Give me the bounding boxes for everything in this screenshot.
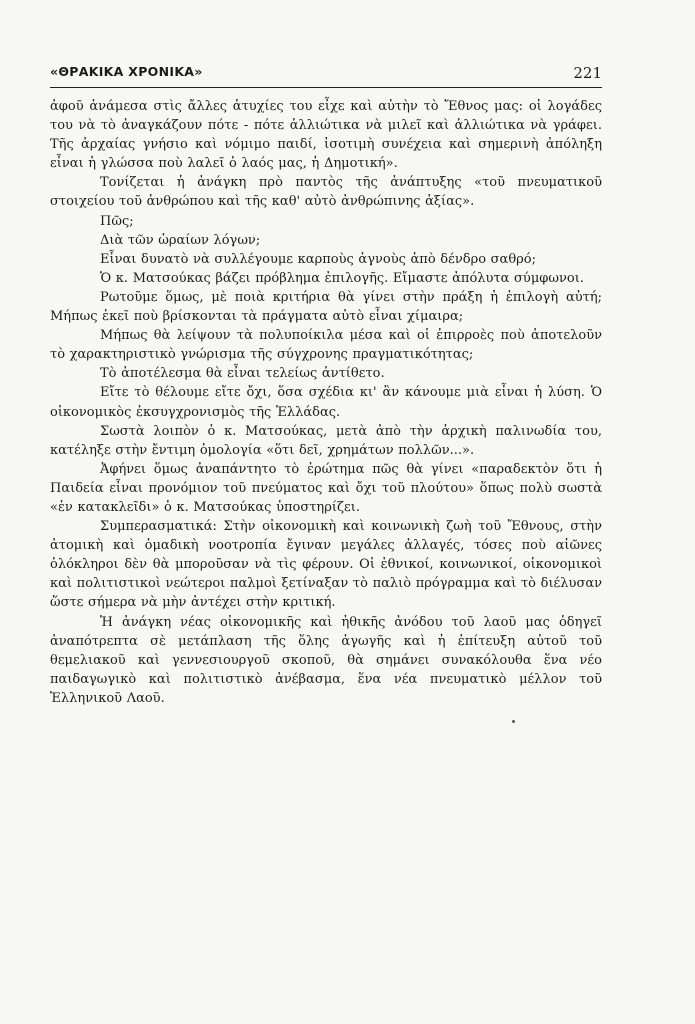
- paragraph: Ρωτοῦμε ὅμως, μὲ ποιὰ κριτήρια θὰ γίνει στὴν πράξη ἡ ἐπιλογὴ αὐτή; Μήπως ἐκεῖ ποὺ βρίσκονται τὰ πράγματα αὐτὸ εἶναι χίμαιρα;: [50, 289, 602, 325]
- paragraph: Μήπως θὰ λείψουν τὰ πολυποίκιλα μέσα καὶ οἱ ἐπιρροὲς ποὺ ἀποτελοῦν τὸ χαρακτηριστικὸ γνώρισμα τῆς σύγχρονης πραγματικότητας;: [50, 328, 602, 363]
- paragraph: Ἀφήνει ὅμως ἀναπάντητο τὸ ἐρώτημα πῶς θὰ γίνει «παραδεκτὸν ὅτι ἡ Παιδεία εἶναι προνόμιον τοῦ πνεύματος καὶ ὄχι τοῦ πλούτου» ὅπως πολὺ σωστὰ «ἐν κατακλεῖδι» ὁ κ. Ματσούκας ὑποστηρίζει.: [50, 461, 602, 515]
- paragraph: Τὸ ἀποτέλεσμα θὰ εἶναι τελείως ἀντίθετο.: [100, 366, 385, 382]
- running-title: «ΘΡΑΚΙΚΑ ΧΡΟΝΙΚΑ»: [50, 64, 203, 79]
- paragraph: Ὁ κ. Ματσούκας βάζει πρόβλημα ἐπιλογῆς. Εἴμαστε ἀπόλυτα σύμφωνοι.: [100, 270, 584, 286]
- header-rule: [50, 87, 602, 88]
- page-header: [50, 64, 602, 88]
- paragraph: Ἡ ἀνάγκη νέας οἰκονομικῆς καὶ ἠθικῆς ἀνόδου τοῦ λαοῦ μας ὁδηγεῖ ἀναπότρεπτα σὲ μετάπλαση τῆς ὅλης ἀγωγῆς καὶ ἡ ἐπίτευξη αὐτοῦ τοῦ θεμελιακοῦ καὶ γεννεσιουργοῦ σκοποῦ, θὰ σημάνει συνακόλουθα ἕνα νέο παιδαγωγικὸ καὶ πολιτιστικὸ ἀνέβασμα, ἕνα νέα πνευματικὸ μέλλον τοῦ Ἑλληνικοῦ Λαοῦ.: [50, 614, 602, 706]
- paragraph: Συμπερασματικά: Στὴν οἰκονομικὴ καὶ κοινωνικὴ ζωὴ τοῦ Ἔθνους, στὴν ἀτομικὴ καὶ ὁμαδικὴ νοοτροπία ἔγιναν μεγάλες ἀλλαγές, τόσες ποὺ αἰῶνες ὁλόκληροι δὲν θὰ μποροῦσαν νὰ τὶς φέρουν. Οἱ ἐθνικοί, κοινωνικοί, οἰκονομικοὶ καὶ πολιτιστικοὶ νεώτεροι παλμοὶ ξετίναξαν τὸ παλιὸ πρόγραμμα καὶ τὸ διέλυσαν ὥστε σήμερα νὰ μὴν ἀντέχει στὴν κριτική.: [50, 519, 602, 611]
- paragraph: Διὰ τῶν ὡραίων λόγων;: [100, 232, 261, 248]
- paragraph: Εἴτε τὸ θέλουμε εἴτε ὄχι, ὅσα σχέδια κι' ἂν κάνουμε μιὰ εἶναι ἡ λύση. Ὁ οἰκονομικὸς ἐκσυγχρονισμὸς τῆς Ἑλλάδας.: [50, 385, 602, 420]
- paragraph: ἀφοῦ ἀνάμεσα στὶς ἄλλες ἀτυχίες του εἶχε καὶ αὐτὴν τὸ Ἔθνος μας: οἱ λογάδες του νὰ τὸ ἀναγκάζουν πότε - πότε ἀλλιώτικα νὰ μιλεῖ καὶ ἀλλιώτικα νὰ γράφει. Τῆς ἀρχαίας γνήσιο καὶ νόμιμο παιδί, ἰσοτιμὴ συνέχεια καὶ σημερινὴ ἀπόληξη εἶναι ἡ γλώσσα ποὺ λαλεῖ ὁ λαός μας, ἡ Δημοτική».: [50, 99, 602, 172]
- body-text: [50, 97, 602, 708]
- paragraph: Πῶς;: [100, 213, 134, 229]
- paragraph: Εἶναι δυνατὸ νὰ συλλέγουμε καρποὺς ἁγνοὺς ἀπὸ δένδρο σαθρό;: [100, 251, 537, 267]
- paragraph: Σωστὰ λοιπὸν ὁ κ. Ματσούκας, μετὰ ἀπὸ τὴν ἀρχικὴ παλινωδία του, κατέληξε στὴν ἔντιμη ὁμολογία «ὅτι δεῖ, χρημάτων πολλῶν...».: [50, 423, 602, 458]
- page-number: 221: [573, 64, 602, 82]
- paragraph: Τονίζεται ἡ ἀνάγκη πρὸ παντὸς τῆς ἀνάπτυξης «τοῦ πνευματικοῦ στοιχείου τοῦ ἀνθρώπου καὶ τῆς καθ' αὐτὸ ἀνθρώπινης ἀξίας».: [50, 175, 602, 210]
- paper-speck: [512, 720, 515, 723]
